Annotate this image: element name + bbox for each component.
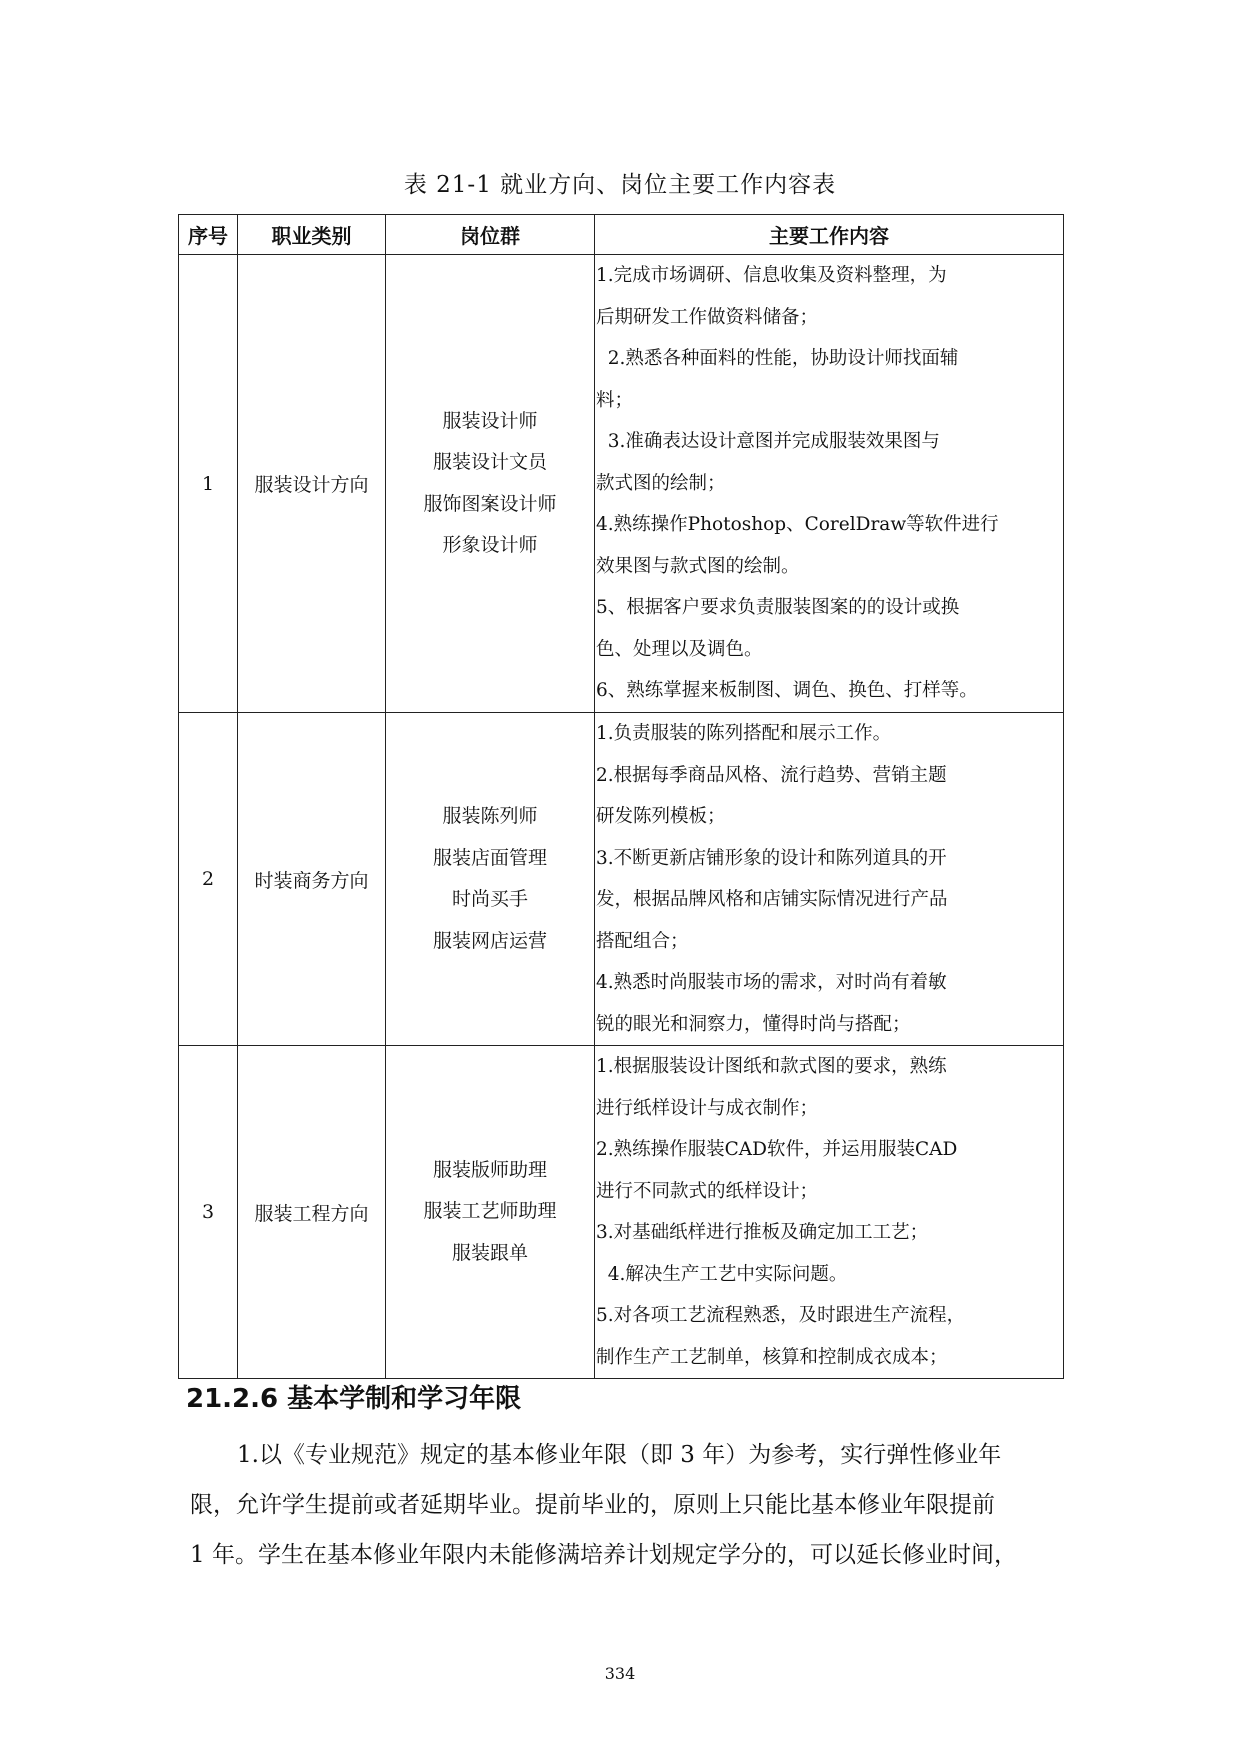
page-number: 334 — [604, 1664, 636, 1683]
post-item: 服装店面管理 — [432, 846, 547, 869]
duty-line: 4.熟悉时尚服装市场的需求，对时尚有着敏 — [596, 972, 947, 993]
duty-line: 1.完成市场调研、信息收集及资料整理，为 — [596, 265, 947, 287]
duty-line: 发，根据品牌风格和店铺实际情况进行产品 — [596, 889, 948, 910]
section-paragraph — [190, 1430, 1060, 1580]
job-table — [178, 214, 1064, 1379]
duty-line: 2.熟悉各种面料的性能，协助设计师找面辅 — [596, 348, 959, 370]
paragraph-line: 1 年。学生在基本修业年限内未能修满培养计划规定学分的，可以延长修业时间， — [190, 1542, 1017, 1568]
row-category: 服装设计方向 — [238, 255, 386, 713]
row-posts — [386, 713, 595, 1046]
duty-line: 效果图与款式图的绘制。 — [596, 555, 800, 577]
duty-line: 6、熟练掌握来板制图、调色、换色、打样等。 — [596, 680, 978, 702]
post-item: 服装设计文员 — [432, 451, 547, 473]
duty-line: 2.熟练操作服装CAD软件，并运用服装CAD — [596, 1139, 958, 1160]
header-duties: 主要工作内容 — [595, 215, 1064, 255]
duty-line: 制作生产工艺制单，核算和控制成衣成本； — [596, 1346, 948, 1368]
post-item: 服装跟单 — [451, 1241, 528, 1264]
row-duties — [595, 1046, 1064, 1379]
duty-line: 后期研发工作做资料储备； — [596, 306, 819, 328]
duty-line: 3.不断更新店铺形象的设计和陈列道具的开 — [596, 847, 947, 869]
duty-line: 进行纸样设计与成衣制作； — [596, 1097, 819, 1119]
post-item: 时尚买手 — [451, 888, 528, 910]
duty-line: 4.熟练操作Photoshop、CorelDraw等软件进行 — [596, 514, 999, 536]
duty-line: 1.负责服装的陈列搭配和展示工作。 — [596, 723, 892, 744]
duty-line: 料； — [596, 389, 634, 411]
paragraph-line: 限，允许学生提前或者延期毕业。提前毕业的，原则上只能比基本修业年限提前 — [190, 1492, 995, 1518]
row-duties — [595, 713, 1064, 1046]
duty-line: 4.解决生产工艺中实际问题。 — [596, 1263, 848, 1285]
duty-line: 色、处理以及调色。 — [596, 638, 763, 660]
post-item: 服装工艺师助理 — [423, 1200, 557, 1223]
table-row — [179, 1046, 1064, 1379]
row-number: 1 — [179, 255, 238, 713]
post-item: 服装网店运营 — [432, 929, 547, 952]
duty-line: 锐的眼光和洞察力，懂得时尚与搭配； — [596, 1013, 911, 1035]
post-item: 形象设计师 — [442, 534, 538, 556]
duty-line: 进行不同款式的纸样设计； — [596, 1180, 819, 1202]
table-header-row — [179, 215, 1064, 255]
row-posts — [386, 255, 595, 713]
row-posts — [386, 1046, 595, 1379]
table-row — [179, 255, 1064, 713]
duty-line: 5、根据客户要求负责服装图案的的设计或换 — [596, 597, 960, 619]
row-category: 服装工程方向 — [238, 1046, 386, 1379]
table-row — [179, 713, 1064, 1046]
duty-line: 1.根据服装设计图纸和款式图的要求，熟练 — [596, 1056, 947, 1077]
duty-line: 款式图的绘制； — [596, 472, 726, 494]
paragraph-line: 1.以《专业规范》规定的基本修业年限（即 3 年）为参考，实行弹性修业年 — [237, 1442, 1002, 1468]
header-category: 职业类别 — [238, 215, 386, 255]
section-heading: 21.2.6 基本学制和学习年限 — [186, 1384, 522, 1414]
row-number: 3 — [179, 1046, 238, 1379]
row-number: 2 — [179, 713, 238, 1046]
duty-line: 搭配组合； — [596, 930, 689, 952]
post-item: 服装陈列师 — [442, 805, 538, 827]
duty-line: 3.对基础纸样进行推板及确定加工工艺； — [596, 1222, 929, 1243]
table-caption: 表 21-1 就业方向、岗位主要工作内容表 — [403, 172, 837, 198]
duty-line: 研发陈列模板； — [596, 806, 726, 827]
row-category: 时装商务方向 — [238, 713, 386, 1046]
header-no: 序号 — [179, 215, 238, 255]
duty-line: 2.根据每季商品风格、流行趋势、营销主题 — [596, 764, 947, 786]
post-item: 服装设计师 — [442, 409, 538, 432]
duty-line: 3.准确表达设计意图并完成服装效果图与 — [596, 431, 940, 453]
duty-line: 5.对各项工艺流程熟悉，及时跟进生产流程， — [596, 1305, 966, 1326]
post-item: 服饰图案设计师 — [423, 492, 557, 515]
post-item: 服装版师助理 — [432, 1158, 547, 1181]
header-posts: 岗位群 — [386, 215, 595, 255]
row-duties — [595, 255, 1064, 713]
